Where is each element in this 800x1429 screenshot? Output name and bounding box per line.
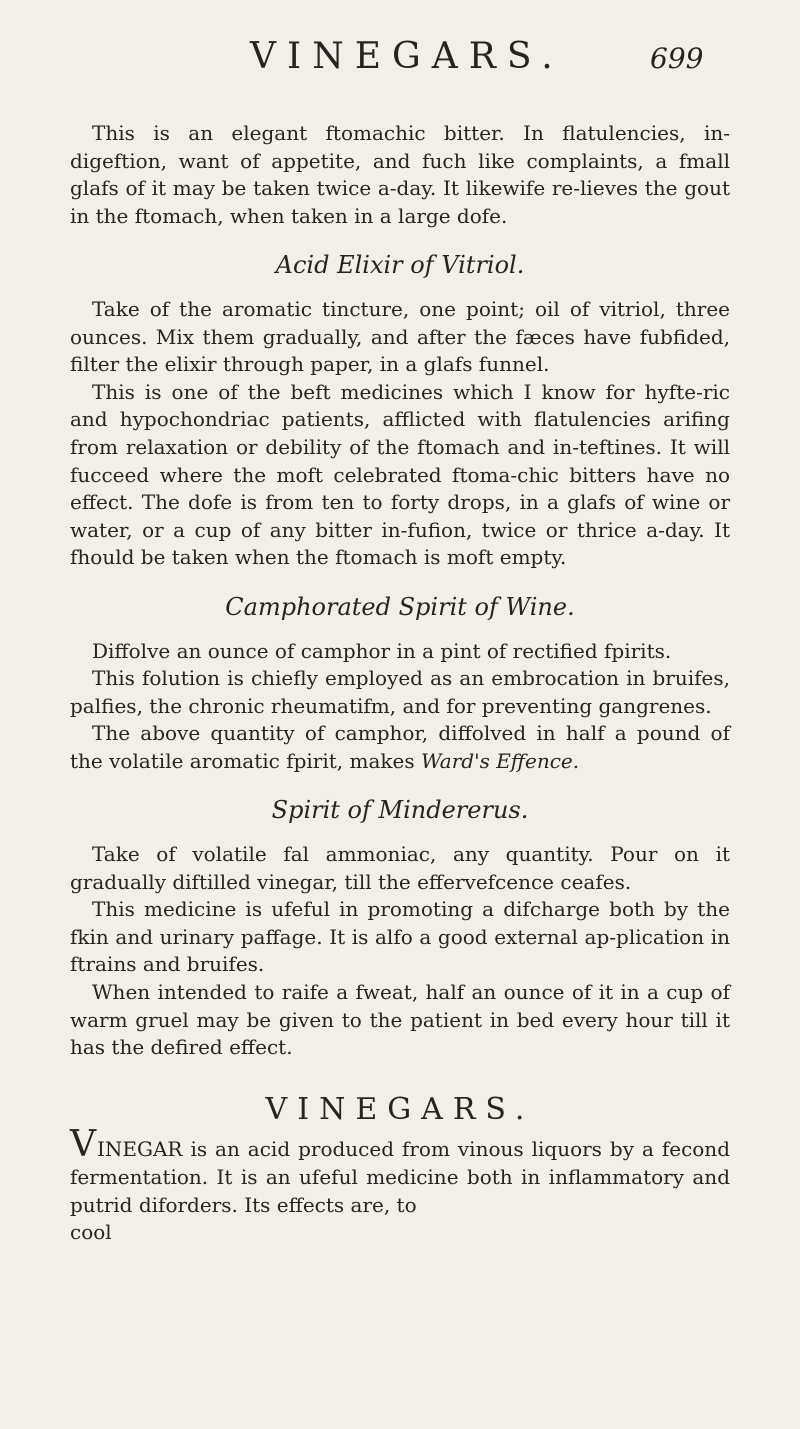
running-head-title: VINEGARS. [250,36,564,77]
paragraph: This folution is chiefly employed as an embrocation in bruifes, palfies, the chronic rheumatifm, and for preventing gangrenes. [70,666,730,718]
section-heading-acid-elixir: Acid Elixir of Vitriol. [275,251,525,280]
paragraph-text: is an acid produced from vinous liquors by a fecond fermentation. It is an ufeful medicine both in inflammatory and putrid diforders. Its effects are, to [70,1137,730,1217]
paragraph: This medicine is ufeful in promoting a difcharge both by the fkin and urinary paffage. It is alfo a good external ap-plication in ftrains and bruifes. [70,897,730,977]
page-number: 699 [650,42,704,75]
running-head [0,36,800,96]
vinegars-paragraph [70,1124,730,1219]
paragraph [70,720,730,775]
paragraph: Take of the aromatic tincture, one point; oil of vitriol, three ounces. Mix them gradually, and after the fæces have fubfided, filter the elixir through paper, in a glafs funnel. [70,296,730,377]
section-heading-camphorated-spirit: Camphorated Spirit of Wine. [225,592,575,621]
catchword: cool [70,1220,112,1245]
paragraph: This is one of the beft medicines which I know for hyfte-ric and hypochondriac patients, afflicted with flatulencies arifing from relaxation or debility of the ftomach and in-teftines. It will fucceed where the moft celebrated ftoma-chic bitters have no effect. The dofe is from ten to forty drops, in a glafs of wine or water, or a cup of any bitter in-fufion, twice or thrice a-day. It fhould be taken when the ftomach is moft empty. [70,379,730,570]
body-text [70,120,730,1247]
section-heading-spirit-mindererus: Spirit of Mindererus. [271,796,529,825]
wards-essence: Ward's Effence. [420,748,580,773]
section-heading-vinegars: VINEGARS. [265,1091,535,1127]
paragraph-text: The above quantity of camphor, diffolved in half a pound of the volatile aromatic fpirit, makes [70,721,730,773]
paragraph: When intended to raife a fweat, half an ounce of it in a cup of warm gruel may be given to the patient in bed every hour till it has the defired effect. [70,980,730,1060]
drop-cap: V [70,1124,96,1166]
paragraph: Take of volatile fal ammoniac, any quantity. Pour on it gradually diftilled vinegar, till the effervefcence ceafes. [70,842,730,894]
small-caps-word: INEGAR [97,1137,183,1162]
intro-paragraph: This is an elegant ftomachic bitter. In flatulencies, in-digeftion, want of appetite, and fuch like complaints, a fmall glafs of it may be taken twice a-day. It likewife re-lieves the gout in the ftomach, when taken in a large dofe. [70,121,730,228]
paragraph: Diffolve an ounce of camphor in a pint of rectified fpirits. [92,638,672,663]
